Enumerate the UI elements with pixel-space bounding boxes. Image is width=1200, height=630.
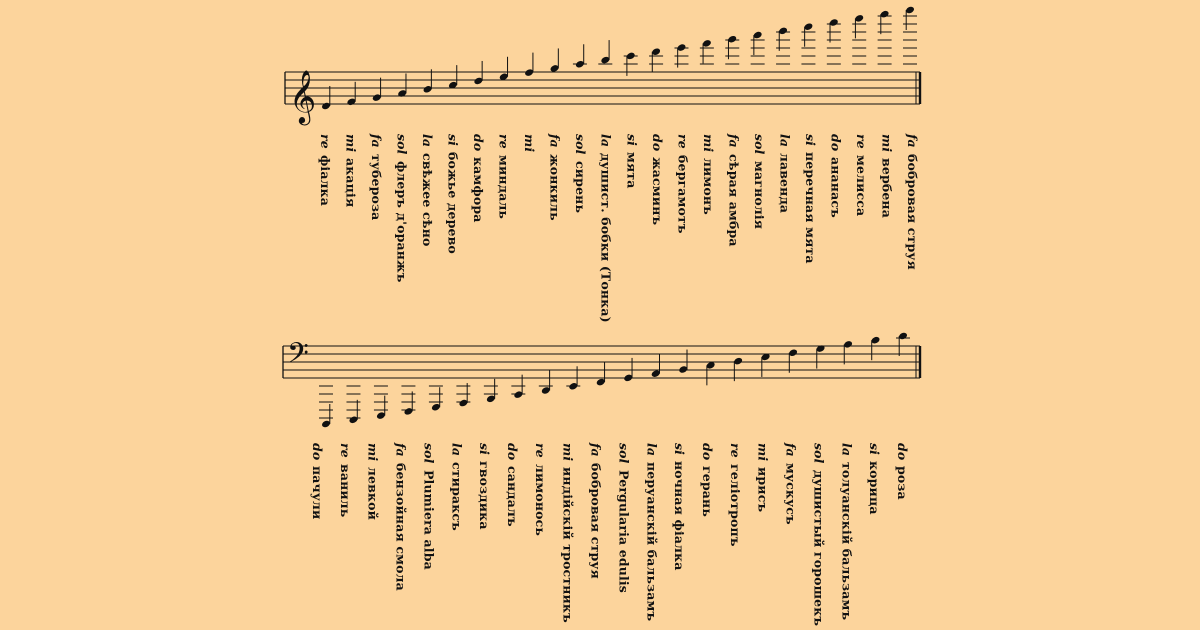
solfege-syllable: si [672, 443, 688, 456]
solfege-syllable: do [649, 134, 665, 152]
treble-label [344, 134, 358, 208]
treble-label [497, 134, 511, 219]
treble-label [701, 134, 715, 215]
bass-label [811, 443, 825, 626]
fragrance-name: Plumiera alba [421, 469, 437, 570]
treble-label [471, 134, 485, 223]
fragrance-name: сирень [573, 160, 589, 213]
bass-bass-clef-icon: 𝄢 [287, 337, 309, 377]
fragrance-name: лимонъ [700, 158, 716, 216]
bass-label [477, 443, 491, 530]
solfege-syllable: si [867, 443, 883, 456]
treble-label [726, 134, 740, 246]
treble-label [828, 134, 842, 218]
solfege-syllable: la [420, 134, 436, 148]
fragrance-name: флеръ д'оранжъ [394, 160, 410, 283]
treble-label [675, 134, 689, 234]
treble-label [624, 134, 638, 189]
fragrance-name: перечная мята [802, 152, 818, 264]
solfege-syllable: fa [905, 134, 920, 148]
solfege-syllable: sol [573, 134, 589, 155]
solfege-syllable: do [310, 443, 325, 461]
solfege-syllable: si [445, 134, 461, 147]
solfege-syllable: la [777, 134, 793, 148]
fragrance-name: роза [895, 466, 910, 501]
solfege-syllable: mi [365, 443, 381, 462]
solfege-syllable: mi [522, 134, 538, 153]
bass-label [338, 443, 352, 517]
treble-label [522, 134, 536, 158]
treble-label [650, 134, 664, 226]
fragrance-name: миндаль [496, 154, 512, 219]
solfege-syllable: re [496, 134, 512, 149]
fragrance-name: индійскій тростникъ [560, 467, 576, 624]
fragrance-name: корица [867, 461, 883, 515]
solfege-syllable: la [598, 134, 614, 148]
bass-label [449, 443, 463, 531]
fragrance-name: мелисса [853, 154, 869, 217]
solfege-syllable: si [624, 134, 640, 147]
fragrance-name: толуанскій бальзамъ [839, 462, 855, 621]
treble-label [752, 134, 766, 229]
fragrance-name: жонкиль [547, 153, 563, 221]
solfege-syllable: la [839, 443, 855, 457]
solfege-syllable: la [644, 443, 660, 457]
bass-label [728, 443, 742, 546]
treble-label [573, 134, 587, 213]
solfege-syllable: mi [343, 134, 359, 153]
fragrance-name: акація [343, 158, 359, 208]
bass-label [756, 443, 770, 513]
fragrance-name: камфора [471, 157, 487, 223]
bass-label [589, 443, 603, 579]
treble-label [854, 134, 868, 216]
fragrance-name: душист. бобки (Тонка) [598, 153, 614, 323]
fragrance-name: геліотропъ [727, 463, 743, 547]
bass-label [839, 443, 853, 620]
treble-label [318, 134, 332, 206]
fragrance-name: мускусъ [783, 462, 799, 525]
solfege-syllable: si [477, 443, 493, 456]
solfege-syllable: do [828, 134, 844, 152]
fragrance-name: бензойная смола [393, 462, 409, 591]
solfege-syllable: mi [755, 443, 771, 462]
treble-treble-clef-icon: 𝄞 [289, 69, 317, 123]
fragrance-name: тубероза [369, 153, 385, 221]
bass-label [394, 443, 408, 591]
bass-label [895, 443, 909, 500]
solfege-syllable: mi [879, 134, 895, 153]
solfege-syllable: mi [560, 443, 576, 462]
treble-label [599, 134, 613, 323]
bass-label [700, 443, 714, 517]
fragrance-name: перуанскій бальзамъ [644, 462, 660, 622]
fragrance-name: стираксъ [449, 462, 465, 532]
solfege-syllable: re [532, 443, 548, 458]
bass-label [644, 443, 658, 621]
solfege-syllable: do [505, 443, 520, 461]
fragrance-name: бергамотъ [675, 154, 691, 234]
fragrance-name: свѣжее сѣно [420, 153, 436, 247]
fragrance-name: бобровая струя [905, 153, 920, 270]
fragrance-name: сандалъ [505, 466, 520, 528]
fragrance-name: левкой [365, 467, 381, 521]
fragrance-name: фіалка [318, 154, 333, 206]
solfege-syllable: la [449, 443, 465, 457]
solfege-syllable: fa [369, 134, 385, 148]
solfege-syllable: re [853, 134, 869, 149]
solfege-syllable: re [727, 443, 743, 458]
solfege-syllable: sol [421, 443, 437, 464]
fragrance-name: Pergularia edulis [616, 469, 632, 593]
bass-label [310, 443, 324, 520]
fragrance-name: божье дерево [445, 152, 461, 254]
solfege-syllable: re [337, 443, 353, 458]
solfege-syllable: sol [394, 134, 410, 155]
treble-label [446, 134, 460, 254]
fragrance-name: лавенда [777, 153, 793, 214]
treble-label [395, 134, 409, 282]
fragrance-name: бобровая струя [588, 462, 604, 579]
solfege-syllable: si [802, 134, 818, 147]
solfege-syllable: fa [588, 443, 604, 457]
solfege-syllable: sol [751, 134, 767, 155]
fragrance-name: гвоздика [477, 461, 493, 530]
solfege-syllable: re [675, 134, 691, 149]
solfege-syllable: do [700, 443, 715, 461]
fragrance-name: ночная фіалка [672, 461, 688, 571]
fragrance-name: душистый горошекъ [811, 469, 827, 626]
solfege-syllable: sol [811, 443, 827, 464]
bass-label [421, 443, 435, 569]
fragrance-name: сѣрая амбра [726, 153, 742, 247]
fragrance-name: лимонось [532, 463, 548, 536]
bass-label [505, 443, 519, 527]
solfege-syllable: mi [700, 134, 716, 153]
solfege-syllable: fa [783, 443, 799, 457]
bass-label [561, 443, 575, 623]
bass-label [533, 443, 547, 536]
treble-label [369, 134, 383, 220]
treble-label [905, 134, 919, 270]
bass-label [616, 443, 630, 593]
fragrance-name: ирисъ [755, 467, 771, 513]
solfege-syllable: fa [547, 134, 563, 148]
fragrance-name: пачули [310, 466, 325, 520]
fragrance-name: ваниль [337, 463, 353, 518]
treble-label [803, 134, 817, 264]
treble-label [548, 134, 562, 221]
fragrance-name: герань [700, 466, 715, 518]
fragrance-name: мята [624, 152, 640, 189]
bass-label [867, 443, 881, 515]
treble-label [879, 134, 893, 218]
treble-label [420, 134, 434, 247]
solfege-syllable: sol [616, 443, 632, 464]
fragrance-name: магнолія [751, 160, 767, 229]
bass-label [672, 443, 686, 571]
bass-label [366, 443, 380, 520]
solfege-syllable: fa [393, 443, 409, 457]
solfege-syllable: fa [726, 134, 742, 148]
fragrance-name: ананасъ [828, 157, 844, 219]
solfege-syllable: do [471, 134, 487, 152]
fragrance-name: вербена [879, 158, 895, 219]
solfege-syllable: re [318, 134, 333, 149]
fragrance-name: жасминъ [649, 157, 665, 226]
treble-label [777, 134, 791, 213]
solfege-syllable: do [895, 443, 910, 461]
bass-label [784, 443, 798, 525]
